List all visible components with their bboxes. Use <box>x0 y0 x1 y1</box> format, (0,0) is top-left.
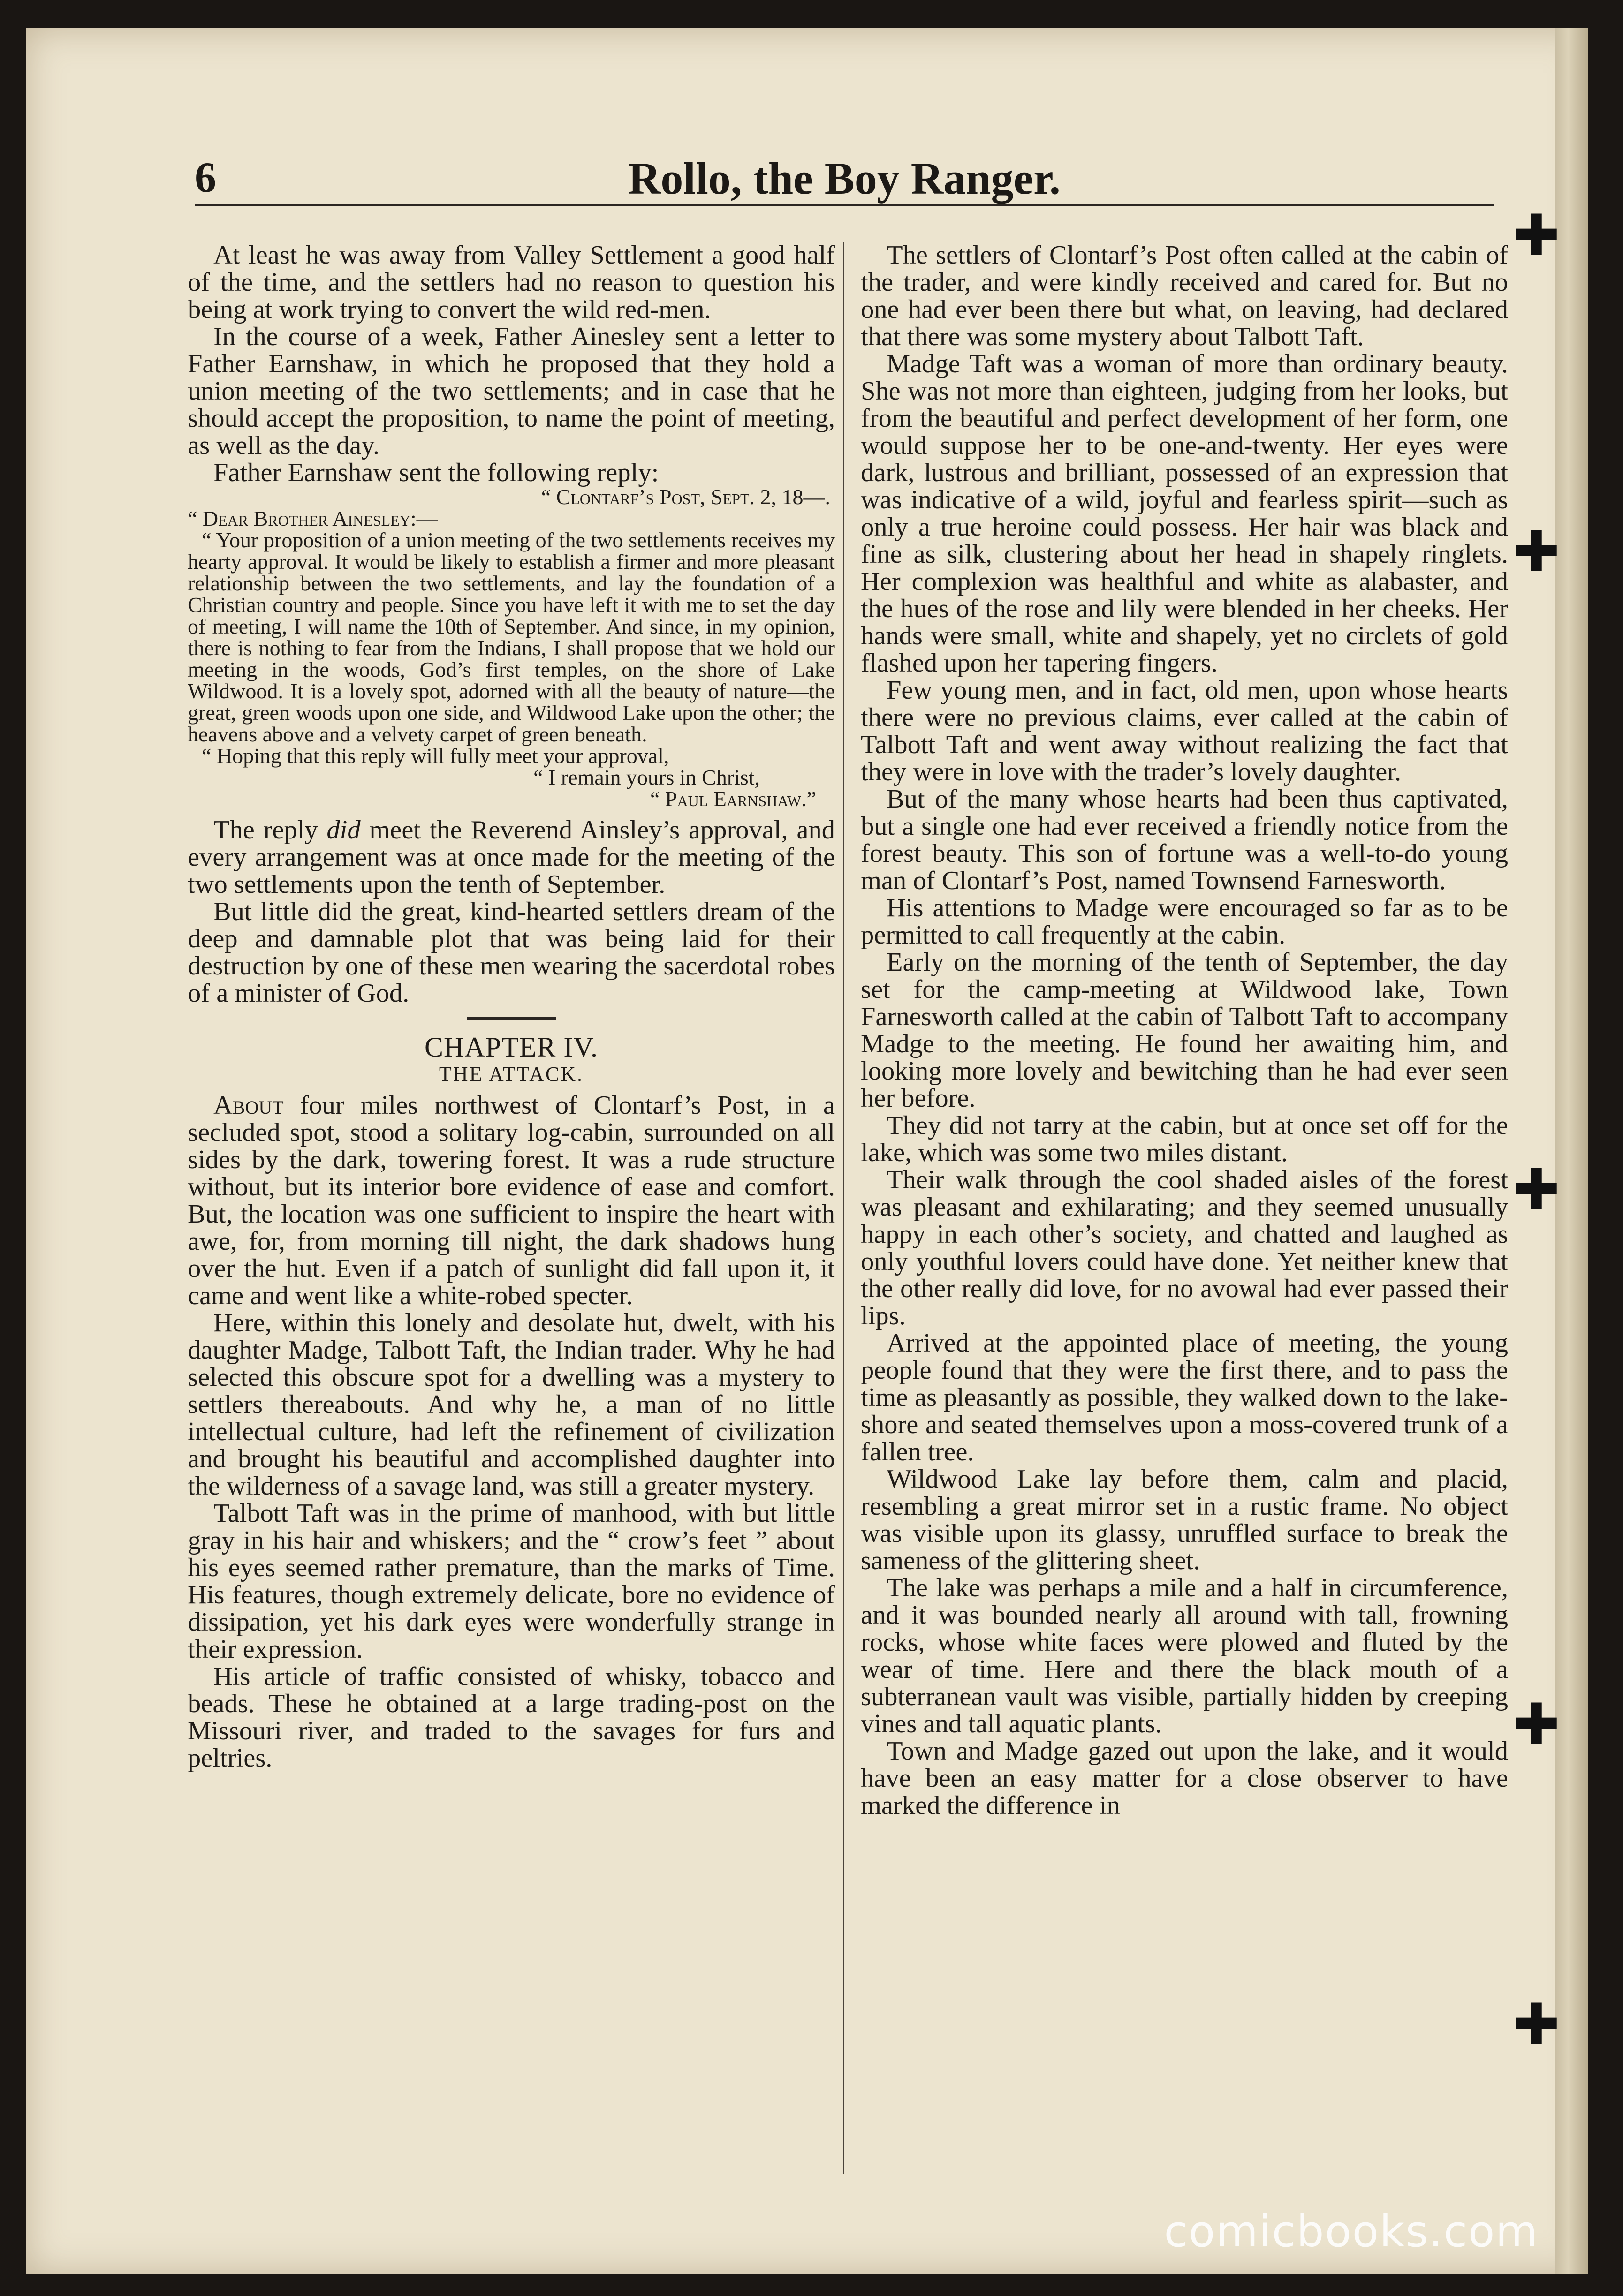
page-header <box>195 152 1494 206</box>
paragraph: But of the many whose hearts had been thus captivated, but a single one had ever received a friendly notice from the forest beauty. This son of fortune was a well-to-do young man of Clontarf’s Post, named Townsend Farnesworth. <box>861 785 1508 895</box>
magazine-page <box>26 28 1588 2274</box>
watermark: comicbooks.com <box>1164 2206 1539 2257</box>
paragraph: Father Earnshaw sent the following reply: <box>213 458 659 487</box>
letter-quote <box>188 486 835 810</box>
paragraph: Madge Taft was a woman of more than ordinary beauty. She was not more than eighteen, judging from her looks, but from the beautiful and perfect development of her form, one would suppose her to be one-and-twenty. Her eyes were dark, lustrous and brilliant, possessed of an expression that was indicative of a wild, joyful and fearless spirit—such as only a true heroine could possess. Her hair was black and fine as silk, clustering about her head in shapely ringlets. Her complexion was healthful and white as alabaster, and the hues of the rose and lily were blended in her cheeks. Her hands were small, white and shapely, yet no circlets of gold flashed upon her tapering fingers. <box>861 349 1508 678</box>
page-number: 6 <box>195 153 216 201</box>
paragraph: Early on the morning of the tenth of September, the day set for the camp-meeting at Wildwood lake, Town Farnesworth called at the cabin of Talbott Taft to accompany Madge to the meeting. He found her awaiting him, and looking more lovely and bewitching than he had ever seen her before. <box>861 948 1508 1113</box>
running-title: Rollo, the Boy Ranger. <box>628 153 1061 204</box>
paragraph: In the course of a week, Father Ainesley sent a letter to Father Earnshaw, in which he proposed that they hold a union meeting of the two settlements; and in case that he should accept the proposition, to name the point of meeting, as well as the day. <box>188 322 835 460</box>
paragraph: The lake was perhaps a mile and a half in circumference, and it was bounded nearly all around with tall, frowning rocks, whose white faces were plowed and fluted by the wear of time. Here and there the black mouth of a subterranean vault was visible, partially hidden by creeping vines and tall aquatic plants. <box>861 1573 1508 1738</box>
paragraph: Here, within this lonely and desolate hut, dwelt, with his daughter Madge, Talbott Taft, the Indian trader. Why he had selected this obscure spot for a dwelling was a mystery to settlers thereabouts. And why he, a man of no little intellectual culture, had left the refinement of civilization and brought his beautiful and accomplished daughter into the wilderness of a savage land, was still a greater mystery. <box>188 1308 835 1501</box>
letter-salutation: “ Dear Brother Ainesley:— <box>188 506 438 530</box>
paragraph: His article of traffic consisted of whisky, tobacco and beads. These he obtained at a large trading-post on the Missouri river, and traded to the savages for furs and peltries. <box>188 1662 835 1773</box>
letter-signature: “ Paul Earnshaw.” <box>650 787 816 811</box>
paragraph: Talbott Taft was in the prime of manhood, with but little gray in his hair and whiskers; and the “ crow’s feet ” about his eyes seemed rather premature, than the marks of Time. His features, though extremely delicate, bore no evidence of dissipation, yet his dark eyes were wonderfully strange in their expression. <box>188 1499 835 1664</box>
letter-body: “ Hoping that this reply will fully meet your approval, <box>202 744 669 768</box>
staple-mark: ✚ <box>1512 1692 1560 1757</box>
letter-dateline: “ Clontarf’s Post, Sept. 2, 18—. <box>541 485 830 509</box>
paragraph: But little did the great, kind-hearted settlers dream of the deep and damnable plot that was being laid for their destruction by one of these men wearing the sacerdotal robes of a minister of God. <box>188 897 835 1008</box>
section-rule <box>467 1017 556 1020</box>
paragraph: The settlers of Clontarf’s Post often called at the cabin of the trader, and were kindly received and cared for. But no one had ever been there but what, on leaving, had declared that there was some mystery about Talbott Taft. <box>861 242 1508 351</box>
paragraph: His attentions to Madge were encouraged so far as to be permitted to call frequently at the cabin. <box>861 893 1508 950</box>
paragraph: About four miles northwest of Clontarf’s Post, in a secluded spot, stood a solitary log-cabin, surrounded on all sides by the dark, towering forest. It was a rude structure without, but its interior bore evidence of ease and comfort. But, the location was one sufficient to inspire the heart with awe, for, from morning till night, the dark shadows hung over the hut. Even if a patch of sunlight did fall upon it, it came and went like a white-robed specter. <box>188 1091 835 1310</box>
lead-word: About <box>213 1091 284 1120</box>
paragraph: The reply did meet the Reverend Ainsley’s approval, and every arrangement was at once made for the meeting of the two settlements upon the tenth of September. <box>188 816 835 899</box>
chapter-title: CHAPTER IV. <box>425 1032 598 1063</box>
paragraph: They did not tarry at the cabin, but at once set off for the lake, which was some two miles distant. <box>861 1111 1508 1167</box>
paragraph: At least he was away from Valley Settlement a good half of the time, and the settlers had no reason to question his being at work trying to convert the wild red-men. <box>188 242 835 324</box>
letter-closing: “ I remain yours in Christ, <box>533 765 760 789</box>
paragraph: Their walk through the cool shaded aisles of the forest was pleasant and exhilarating; and they seemed unusually happy in each other’s society, and chatted and laughed as only youthful lovers could have done. Yet neither knew that the other really did love, for no avowal had ever passed their lips. <box>861 1165 1508 1330</box>
emphasis: did <box>326 816 361 845</box>
letter-body: “ Your proposition of a union meeting of the two settlements receives my hearty approval. It would be likely to establish a firmer and more pleasant relationship between the two settlements, and lay the foundation of a Christian country and people. Since you have left it with me to set the day of meeting, I will name the 10th of September. And since, in my opinion, there is nothing to fear from the Indians, I shall propose that we hold our meeting in the woods, God’s first temples, on the shore of Lake Wildwood. It is a lovely spot, adorned with all the beauty of nature—the great, green woods upon one side, and Wildwood Lake upon the other; the heavens above and a velvety carpet of green beneath. <box>188 528 835 746</box>
chapter-subtitle: THE ATTACK. <box>439 1063 584 1086</box>
left-column <box>188 242 835 2174</box>
staple-mark: ✚ <box>1512 520 1560 585</box>
staple-mark: ✚ <box>1512 203 1560 268</box>
binding-strip <box>1555 28 1588 2274</box>
paragraph: Arrived at the appointed place of meeting, the young people found that they were the first there, and to pass the time as pleasantly as possible, they walked down to the lake-shore and seated themselves upon a moss-covered trunk of a fallen tree. <box>861 1329 1508 1466</box>
staple-mark: ✚ <box>1512 1157 1560 1223</box>
right-column <box>861 242 1508 2174</box>
paragraph: Few young men, and in fact, old men, upon whose hearts there were no previous claims, ever called at the cabin of Talbott Taft and went away without realizing the fact that they were in love with the trader’s lovely daughter. <box>861 676 1508 786</box>
column-divider <box>843 242 844 2174</box>
paragraph: Town and Madge gazed out upon the lake, and it would have been an easy matter for a close observer to have marked the difference in <box>861 1737 1508 1820</box>
staple-mark: ✚ <box>1512 1992 1560 2057</box>
paragraph: Wildwood Lake lay before them, calm and placid, resembling a great mirror set in a rustic frame. No object was visible upon its glassy, unruffled surface to break the sameness of the glittering sheet. <box>861 1465 1508 1575</box>
